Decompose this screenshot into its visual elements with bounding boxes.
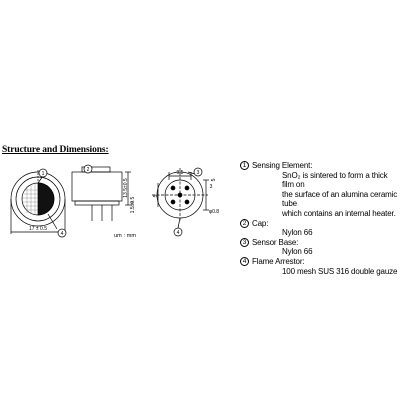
callout-2: 2 <box>86 167 90 173</box>
dim-side-height-2: 13.5±0.5 <box>123 178 129 198</box>
callout-4b: 4 <box>176 230 180 236</box>
callout-4: 4 <box>60 231 64 237</box>
callout-3: 3 <box>196 170 200 176</box>
legend-item-name: Sensor Base: <box>252 237 299 247</box>
bottom-view <box>152 168 209 222</box>
legend-desc-line: SnO₂ is sintered to form a thick film on <box>282 170 388 190</box>
page-title: Structure and Dimensions: <box>2 145 109 155</box>
legend-desc-line: Nylon 66 <box>282 247 313 257</box>
front-view <box>11 170 65 234</box>
legend-desc-line: 100 mesh SUS 316 double gauze <box>282 266 398 276</box>
legend-desc-line: Nylon 66 <box>282 228 313 238</box>
legend-number: 3 <box>240 238 249 247</box>
dim-pin-offset-2: 5 <box>211 178 217 182</box>
dim-pin-spacing: 9.5 <box>176 170 184 176</box>
legend-item-name: Flame Arrestor: <box>252 256 305 266</box>
dim-front-width: 17 ± 0.5 <box>28 226 48 232</box>
dim-pin-pitch: 5 <box>153 194 159 198</box>
dim-side-height-1: 1.5±0.5 <box>130 196 136 214</box>
dim-pin-offset-1: 3 <box>209 184 213 190</box>
unit-label: um : mm <box>114 233 137 239</box>
legend-desc-line: the surface of an alumina ceramic tube <box>282 189 398 209</box>
legend-number: 2 <box>240 219 249 228</box>
legend-item-sensing-element <box>240 161 400 219</box>
legend-desc-line: which contains an internal heater. <box>282 208 396 218</box>
legend-item-name: Cap: <box>252 218 269 228</box>
legend-item-sensor-base <box>240 238 400 257</box>
legend-number: 4 <box>240 257 249 266</box>
legend-item-flame-arrestor <box>240 257 400 276</box>
legend-number: 1 <box>240 161 249 170</box>
callout-1: 1 <box>41 171 45 177</box>
legend-item-name: Sensing Element: <box>252 161 313 170</box>
legend-item-cap <box>240 219 400 238</box>
dim-pin-dia: φ0.8 <box>208 209 220 215</box>
component-legend <box>240 161 400 276</box>
